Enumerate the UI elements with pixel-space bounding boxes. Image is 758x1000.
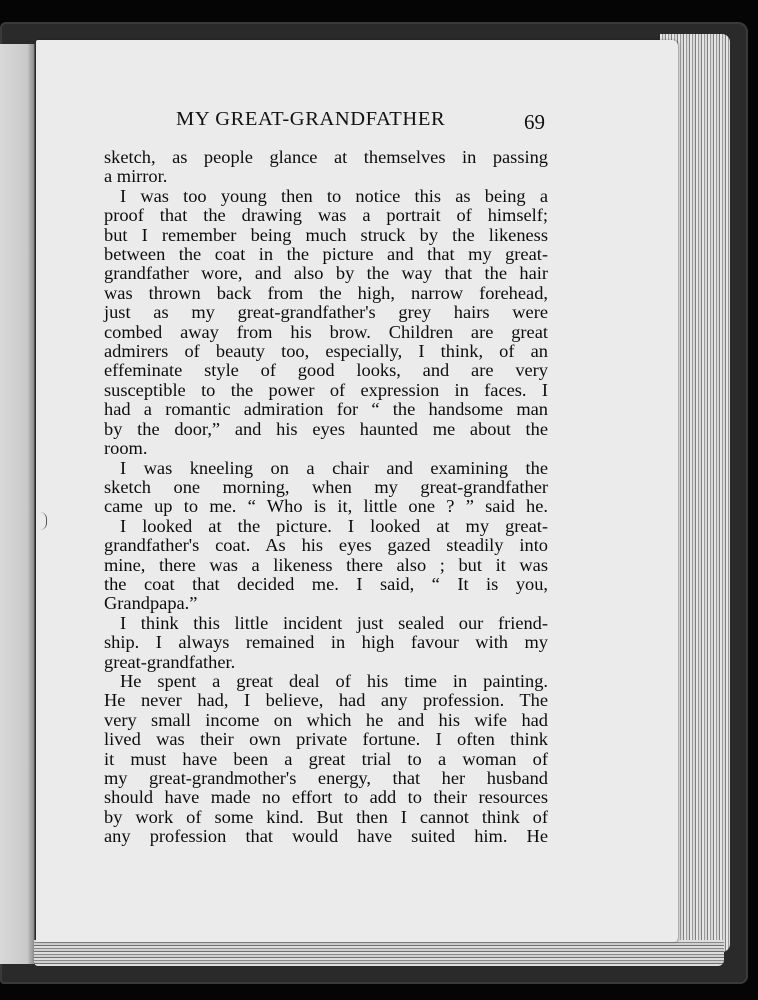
text-line: between the coat in the picture and that my great- <box>104 244 548 265</box>
text-line: by work of some kind. But then I cannot think of <box>104 806 548 827</box>
text-line: should have made no effort to add to their resources <box>104 787 548 808</box>
text-line: sketch, as people glance at themselves in passing <box>104 147 548 167</box>
text-line: sketch one morning, when my great-grandfather <box>104 476 548 497</box>
text-line: proof that the drawing was a portrait of himself; <box>104 205 548 226</box>
header-title: MY GREAT-GRANDFATHER <box>176 108 446 130</box>
text-line: great-grandfather. <box>104 651 236 672</box>
text-line: admirers of beauty too, especially, I think, of an <box>104 341 548 362</box>
text-line: any profession that would have suited him. He <box>104 826 548 847</box>
text-line: just as my great-grandfather's grey hairs were <box>104 302 548 323</box>
text-line: Grandpapa.” <box>104 593 198 614</box>
text-line: had a romantic admiration for “ the handsome man <box>104 399 548 420</box>
text-line: He spent a great deal of his time in painting. <box>120 670 548 691</box>
text-line: I was too young then to notice this as being a <box>120 185 548 206</box>
page-edges-bottom <box>34 940 724 966</box>
text-line: by the door,” and his eyes haunted me about the <box>104 418 548 439</box>
text-line: I looked at the picture. I looked at my great- <box>120 515 548 536</box>
text-line: grandfather's coat. As his eyes gazed steadily into <box>104 535 548 556</box>
text-line: combed away from his brow. Children are great <box>104 321 548 342</box>
text-line: effeminate style of good looks, and are very <box>104 360 548 381</box>
page-number: 69 <box>524 110 545 134</box>
text-line: mine, there was a likeness there also ; but it was <box>104 554 548 575</box>
body-text <box>104 148 548 847</box>
text-line: very small income on which he and his wife had <box>104 709 548 730</box>
text-line: I was kneeling on a chair and examining the <box>120 457 548 478</box>
text-line: came up to me. “ Who is it, little one ? ” said he. <box>104 496 548 517</box>
text-line: room. <box>104 438 148 459</box>
text-line: was thrown back from the high, narrow forehead, <box>104 282 548 303</box>
text-line: grandfather wore, and also by the way that the hair <box>104 263 548 284</box>
text-line: susceptible to the power of expression in faces. I <box>104 379 548 400</box>
running-head <box>36 108 678 138</box>
text-line: He never had, I believe, had any profession. The <box>104 690 548 711</box>
text-line: my great-grandmother's energy, that her husband <box>104 768 548 788</box>
facing-page-edge <box>0 44 35 964</box>
text-line: I think this little incident just sealed our friend- <box>120 612 548 633</box>
text-line: ship. I always remained in high favour with my <box>104 632 548 653</box>
text-line: it must have been a great trial to a woman of <box>104 748 548 769</box>
text-line: but I remember being much struck by the likeness <box>104 224 548 245</box>
book-page <box>36 40 678 942</box>
text-line: the coat that decided me. I said, “ It is you, <box>104 573 548 594</box>
text-line: lived was their own private fortune. I often think <box>104 729 548 750</box>
text-line: a mirror. <box>104 166 168 187</box>
